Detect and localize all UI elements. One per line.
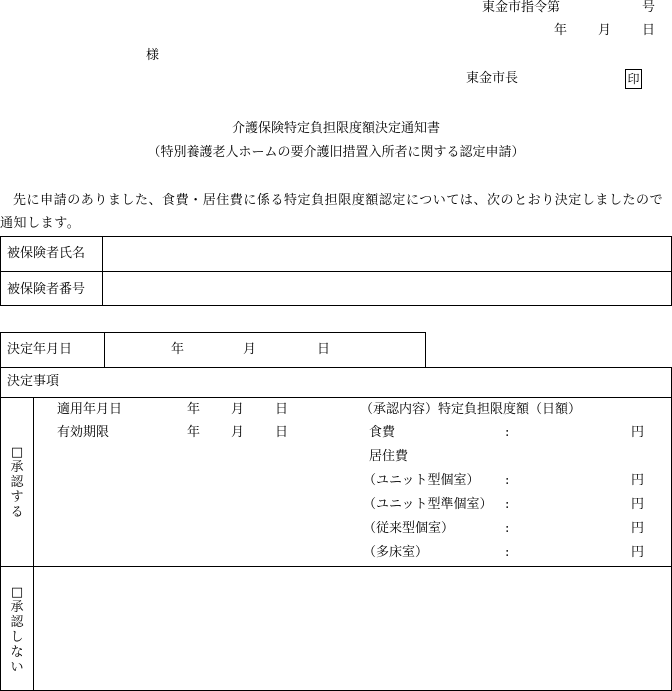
document-title: 介護保険特定負担限度額決定通知書: [231, 121, 440, 136]
applicable-date-label: 適用年月日: [57, 402, 123, 417]
approve-reject-divider: [0, 566, 672, 567]
issuer-name: 東金市長: [466, 71, 519, 86]
reference-number-suffix: 号: [642, 0, 656, 15]
conventional-private-room-label: （従来型個室）: [363, 521, 455, 536]
issue-date-month: 月: [598, 23, 612, 38]
seal-mark: 印: [625, 69, 642, 89]
decision-date-day: 日: [317, 342, 331, 357]
reference-number-prefix: 東金市指令第: [482, 0, 561, 15]
decision-date-year: 年: [171, 342, 185, 357]
reject-checkbox-label[interactable]: □承認しない: [10, 585, 24, 675]
decision-header-divider: [0, 397, 672, 398]
issue-date-day: 日: [642, 23, 656, 38]
approval-content-title: （承認内容）特定負担限度額（日額）: [360, 402, 582, 417]
unit-private-room-colon: :: [505, 473, 510, 488]
decision-items-header: 決定事項: [7, 374, 60, 389]
residence-cost-label: 居住費: [369, 449, 409, 464]
multi-bed-room-label: （多床室）: [363, 545, 429, 560]
applicable-date-day: 日: [275, 402, 289, 417]
applicable-date-month: 月: [231, 402, 245, 417]
applicable-date-year: 年: [187, 402, 201, 417]
decision-date-column-divider: [104, 332, 105, 368]
conventional-private-room-yen: 円: [631, 521, 645, 536]
multi-bed-room-yen: 円: [631, 545, 645, 560]
food-cost-label: 食費: [369, 425, 396, 440]
unit-private-room-yen: 円: [631, 473, 645, 488]
insured-number-label: 被保険者番号: [7, 282, 86, 297]
approve-checkbox-label[interactable]: □承認する: [10, 445, 24, 520]
decision-date-month: 月: [243, 342, 257, 357]
unit-private-room-label: （ユニット型個室）: [363, 473, 480, 488]
conventional-private-room-colon: :: [505, 521, 510, 536]
food-cost-colon: :: [505, 425, 510, 440]
recipient-honorific: 様: [146, 48, 160, 63]
decision-label-column-divider: [33, 397, 34, 691]
issue-date-year: 年: [554, 23, 568, 38]
valid-period-label: 有効期限: [57, 425, 110, 440]
unit-semi-private-room-label: （ユニット型準個室）: [363, 497, 493, 512]
insured-table-divider: [0, 271, 672, 272]
document-subtitle: （特別養護老人ホームの要介護旧措置入所者に関する認定申請）: [147, 145, 525, 160]
multi-bed-room-colon: :: [505, 545, 510, 560]
valid-period-year: 年: [187, 425, 201, 440]
insured-name-label: 被保険者氏名: [7, 246, 86, 261]
decision-date-label: 決定年月日: [7, 342, 73, 357]
insured-table-column-divider: [102, 236, 103, 306]
unit-semi-private-room-yen: 円: [631, 497, 645, 512]
notice-body-text: 先に申請のありました、食費・居住費に係る特定負担限度額認定については、次のとおり決定しましたので通知します。: [0, 193, 664, 231]
valid-period-month: 月: [231, 425, 245, 440]
food-cost-yen: 円: [631, 425, 645, 440]
unit-semi-private-room-colon: :: [505, 497, 510, 512]
valid-period-day: 日: [275, 425, 289, 440]
